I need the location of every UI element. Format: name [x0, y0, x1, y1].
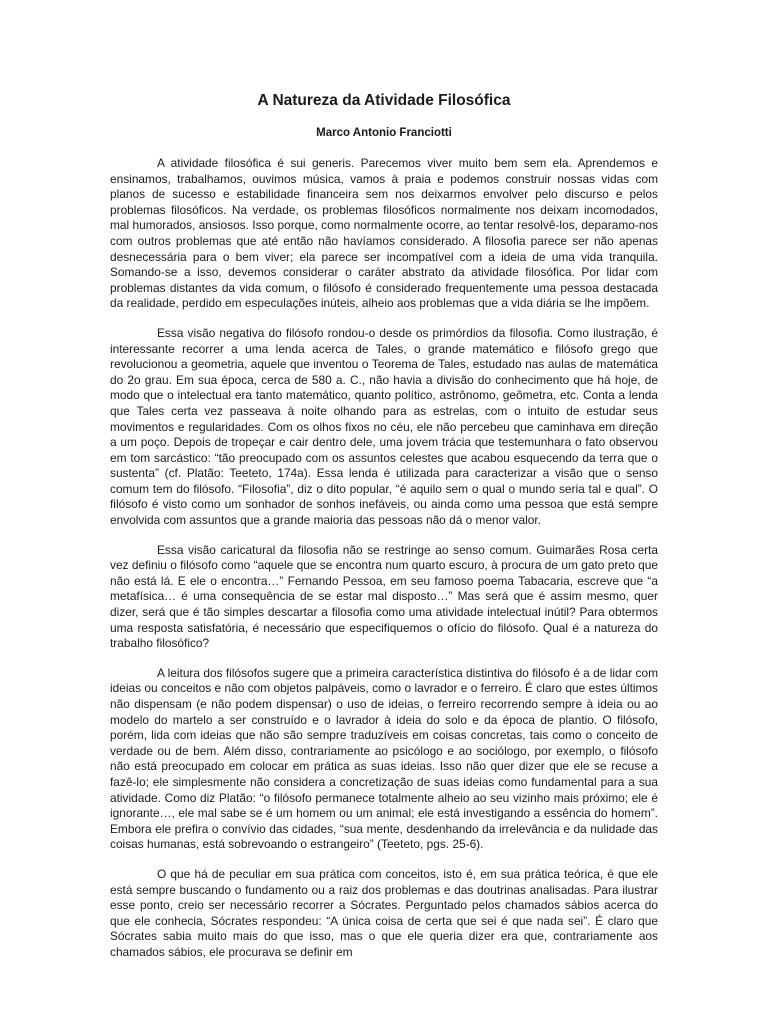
- document-author: Marco Antonio Franciotti: [316, 127, 452, 139]
- paragraph: Essa visão caricatural da filosofia não se restringe ao senso comum. Guimarães Rosa certa vez definiu o filósofo como “aquele que se encontra num quarto escuro, à procura de um gato preto que não está lá. E ele o encontra…” Fernando Pessoa, em seu famoso poema Tabacaria, escreve que “a metafísica… é uma consequência de se estar mal disposto…” Mas será que é assim mesmo, quer dizer, será que é tão simples descartar a filosofia como uma atividade intelectual inútil? Para obtermos uma resposta satisfatória, é necessário que especifiquemos o ofício do filósofo. Qual é a natureza do trabalho filosófico?: [110, 542, 658, 651]
- document-title: A Natureza da Atividade Filosófica: [257, 92, 511, 109]
- paragraph: O que há de peculiar em sua prática com conceitos, isto é, em sua prática teórica, é que ele está sempre buscando o fundamento ou a raiz dos problemas e das doutrinas analisadas. Para ilustrar esse ponto, creio ser necessário recorrer a Sócrates. Perguntado pelos chamados sábios acerca do que ele conhecia, Sócrates respondeu: “A única coisa de certa que sei é que nada sei”. É claro que Sócrates sabia muito mais do que isso, mas o que ele queria dizer era que, contrariamente aos chamados sábios, ele procurava se definir em: [110, 866, 658, 959]
- document-page: [110, 80, 658, 961]
- paragraph: Essa visão negativa do filósofo rondou-o desde os primórdios da filosofia. Como ilustração, é interessante recorrer a uma lenda acerca de Tales, o grande matemático e filósofo grego que revolucionou a geometria, aquele que inventou o Teorema de Tales, estudado nas aulas de matemática do 2o grau. Em sua época, cerca de 580 a. C., não havia a divisão do conhecimento que há hoje, de modo que o intelectual era tanto matemático, quanto político, astrônomo, geômetra, etc. Conta a lenda que Tales certa vez passeava à noite olhando para as estrelas, com o intuito de estudar seus movimentos e regularidades. Com os olhos fixos no céu, ele não percebeu que caminhava em direção a um poço. Depois de tropeçar e cair dentro dele, uma jovem trácia que testemunhara o fato observou em tom sarcástico: “tão preocupado com os assuntos celestes que acabou esquecendo da terra que o sustenta” (cf. Platão: Teeteto, 174a). Essa lenda é utilizada para caracterizar a visão que o senso comum tem do filósofo. “Filosofia”, diz o dito popular, “é aquilo sem o qual o mundo seria tal e qual”. O filósofo é visto como um sonhador de sonhos inefáveis, ou ainda como uma pessoa que está sempre envolvida com assuntos que a grande maioria das pessoas não dá o menor valor.: [110, 325, 658, 528]
- paragraph: A leitura dos filósofos sugere que a primeira característica distintiva do filósofo é a de lidar com ideias ou conceitos e não com objetos palpáveis, como o lavrador e o ferreiro. É claro que estes últimos não dispensam (e não podem dispensar) o uso de ideias, o ferreiro recorrendo sempre à ideia ou ao modelo do martelo a ser construído e o lavrador à ideia do solo e da época de plantio. O filósofo, porém, lida com ideias que não são sempre traduzíveis em coisas concretas, tais como o conceito de verdade ou de bem. Além disso, contrariamente ao psicólogo e ao sociólogo, por exemplo, o filósofo não está preocupado em colocar em prática as suas ideias. Isso não quer dizer que ele se recuse a fazê-lo; ele simplesmente não considera a concretização de suas ideias como fundamental para a sua atividade. Como diz Platão: “o filósofo permanece totalmente alheio ao seu vizinho mais próximo; ele é ignorante…, ele mal sabe se é um homem ou um animal; ele está investigando a essência do homem”. Embora ele prefira o convívio das cidades, “sua mente, desdenhando da irrelevância e da nulidade das coisas humanas, está sobrevoando o estrangeiro” (Teeteto, pgs. 25-6).: [110, 665, 658, 852]
- paragraph: A atividade filosófica é sui generis. Parecemos viver muito bem sem ela. Aprendemos e ensinamos, trabalhamos, ouvimos música, vamos à praia e podemos construir nossas vidas com planos de sucesso e estabilidade financeira sem nos deixarmos envolver pelo discurso e pelos problemas filosóficos. Na verdade, os problemas filosóficos normalmente nos deixam incomodados, mal humorados, ansiosos. Isso porque, como normalmente ocorre, ao tentar resolvê-los, deparamo-nos com outros problemas que até então não havíamos considerado. A filosofia parece ser não apenas desnecessária para o bem viver; ela parece ser incompatível com a ideia de uma vida tranquila. Somando-se a isso, devemos considerar o caráter abstrato da atividade filosófica. Por lidar com problemas distantes da vida comum, o filósofo é considerado frequentemente uma pessoa destacada da realidade, perdido em especulações inúteis, alheio aos problemas que a vida diária se lhe impõem.: [110, 156, 658, 311]
